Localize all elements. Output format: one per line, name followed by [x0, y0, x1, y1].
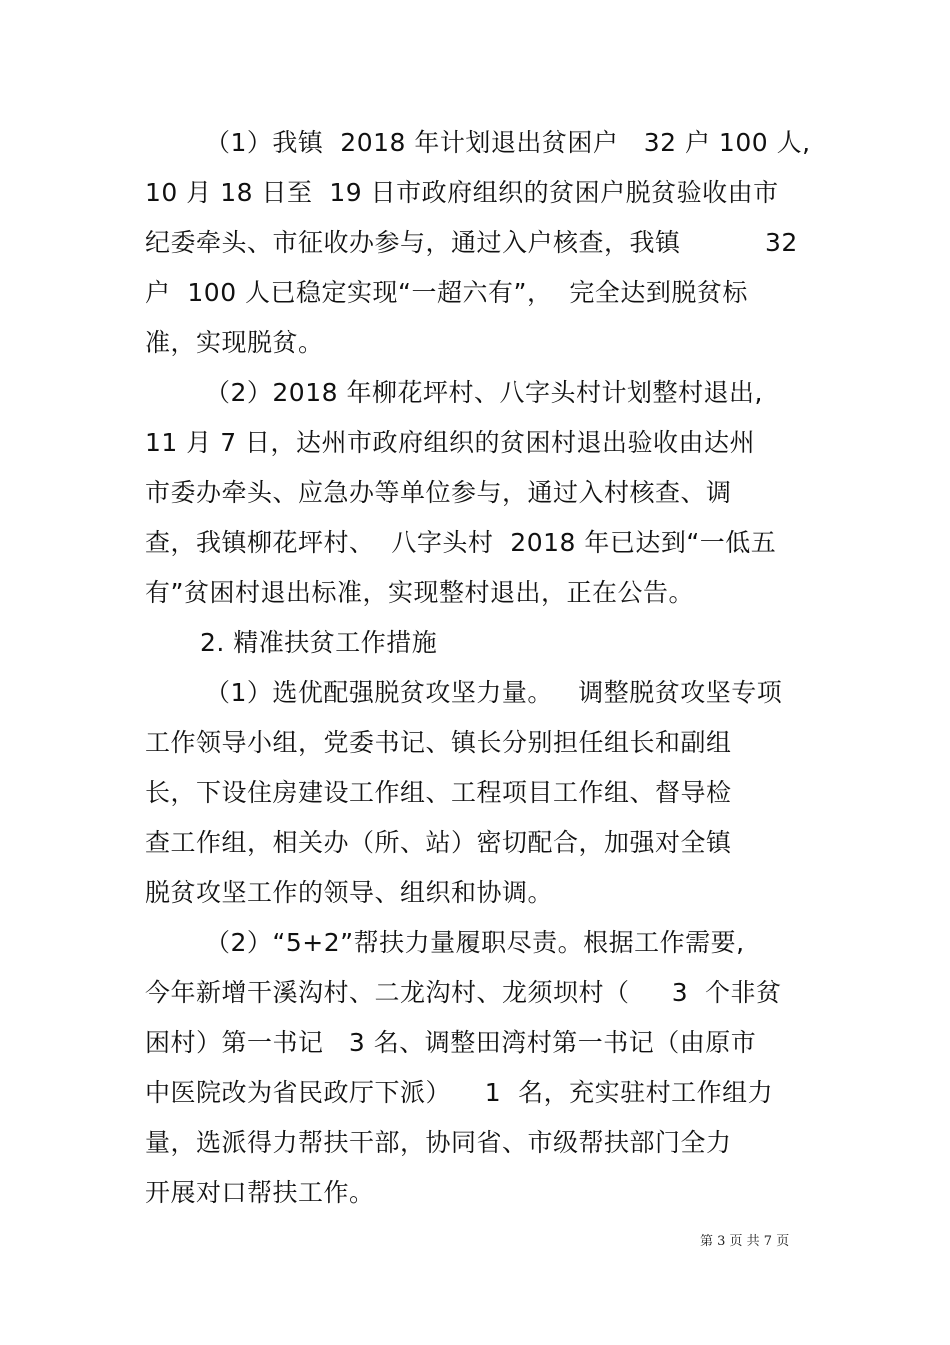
text-line: 困村）第一书记 3 名、调整田湾村第一书记（由原市 — [145, 1028, 757, 1057]
text-line: 脱贫攻坚工作的领导、组织和协调。 — [145, 878, 554, 907]
text-line: 量，选派得力帮扶干部，协同省、市级帮扶部门全力 — [145, 1128, 732, 1157]
text-line: （1）我镇 2018 年计划退出贫困户 32 户 100 人, — [205, 128, 811, 157]
text-line: 查，我镇柳花坪村、 八字头村 2018 年已达到“一低五 — [145, 528, 777, 557]
text-line: 户 100 人已稳定实现“一超六有”， 完全达到脱贫标 — [145, 278, 748, 307]
section-heading: 2. 精准扶贫工作措施 — [200, 628, 438, 657]
text-line: （1）选优配强脱贫攻坚力量。 调整脱贫攻坚专项 — [205, 678, 783, 707]
text-line: （2）2018 年柳花坪村、八字头村计划整村退出, — [205, 378, 763, 407]
text-line: 11 月 7 日，达州市政府组织的贫困村退出验收由达州 — [145, 428, 756, 457]
text-line: 准，实现脱贫。 — [145, 328, 324, 357]
text-line: 今年新增干溪沟村、二龙沟村、龙须坝村（ 3 个非贫 — [145, 978, 782, 1007]
page-number: 第 3 页 共 7 页 — [700, 1234, 790, 1249]
text-line: 查工作组，相关办（所、站）密切配合，加强对全镇 — [145, 828, 732, 857]
text-line: 工作领导小组，党委书记、镇长分别担任组长和副组 — [145, 728, 732, 757]
text-line: 有”贫困村退出标准，实现整村退出，正在公告。 — [145, 578, 694, 607]
text-line: 纪委牵头、市征收办参与，通过入户核查，我镇 32 — [145, 228, 798, 257]
text-line: 10 月 18 日至 19 日市政府组织的贫困户脱贫验收由市 — [145, 178, 779, 207]
text-line: 长，下设住房建设工作组、工程项目工作组、督导检 — [145, 778, 732, 807]
text-line: （2）“5+2”帮扶力量履职尽责。根据工作需要, — [205, 928, 745, 957]
text-line: 市委办牵头、应急办等单位参与，通过入村核查、调 — [145, 478, 732, 507]
text-line: 开展对口帮扶工作。 — [145, 1178, 375, 1207]
text-line: 中医院改为省民政厅下派） 1 名，充实驻村工作组力 — [145, 1078, 774, 1107]
